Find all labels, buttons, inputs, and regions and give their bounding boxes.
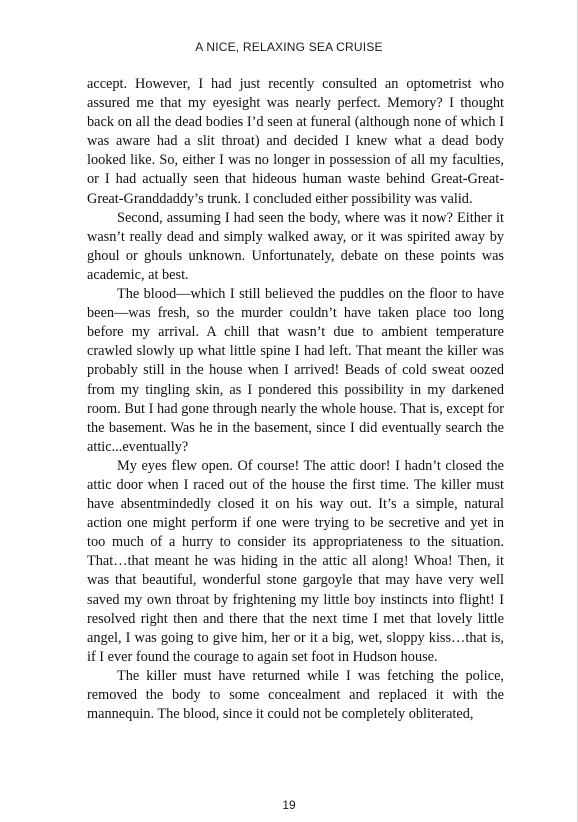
paragraph: Second, assuming I had seen the body, where was it now? Either it wasn’t really dead and simply walked away, or it was spirited away by ghoul or ghouls unknown. Unfortunately, debate on these points was academic, at best. <box>87 209 504 283</box>
paragraph: My eyes flew open. Of course! The attic door! I hadn’t closed the attic door when I raced out of the house the first time. The killer must have absentmindedly closed it on his way out. It’s a simple, natural action one might perform if one were trying to be secretive and yet in too much of a hurry to consider its appropriateness to the situation. That…that meant he was hiding in the attic all along! Whoa! Then, it was that beautiful, wonderful stone gargoyle that may have very well saved my own throat by frightening my little boy instincts into flight! I resolved right then and there that the next time I met that lovely little angel, I was going to give him, her or it a big, wet, sloppy kiss…that is, if I ever found the courage to again set foot in Hudson house. <box>87 457 504 665</box>
paragraph: The blood—which I still believed the puddles on the floor to have been—was fresh, so the murder couldn’t have taken place too long before my arrival. A chill that wasn’t due to ambient temperature crawled slowly up what little spine I had left. That meant the killer was probably still in the house when I arrived! Beads of cold sweat oozed from my tingling skin, as I pondered this possibility in my darkened room. But I had gone through nearly the whole house. That is, except for the basement. Was he in the basement, since I did eventually search the attic...eventually? <box>87 286 504 455</box>
paragraph: The killer must have returned while I was fetching the police, removed the body to some concealment and replaced it with the mannequin. The blood, since it could not be completely obliterated, <box>87 667 504 723</box>
body-text <box>87 75 504 724</box>
paragraph: accept. However, I had just recently consulted an optometrist who assured me that my eyesight was nearly perfect. Memory? I thought back on all the dead bodies I’d seen at funeral (although none of which I was aware had a slit throat) and decided I knew what a dead body looked like. So, either I was no longer in possession of all my faculties, or I had actually seen that hideous human waste behind Great-Great-Great-Granddaddy’s trunk. I concluded either possibility was valid. <box>87 76 504 207</box>
page-number: 19 <box>282 798 296 812</box>
running-head: A NICE, RELAXING SEA CRUISE <box>195 40 383 54</box>
